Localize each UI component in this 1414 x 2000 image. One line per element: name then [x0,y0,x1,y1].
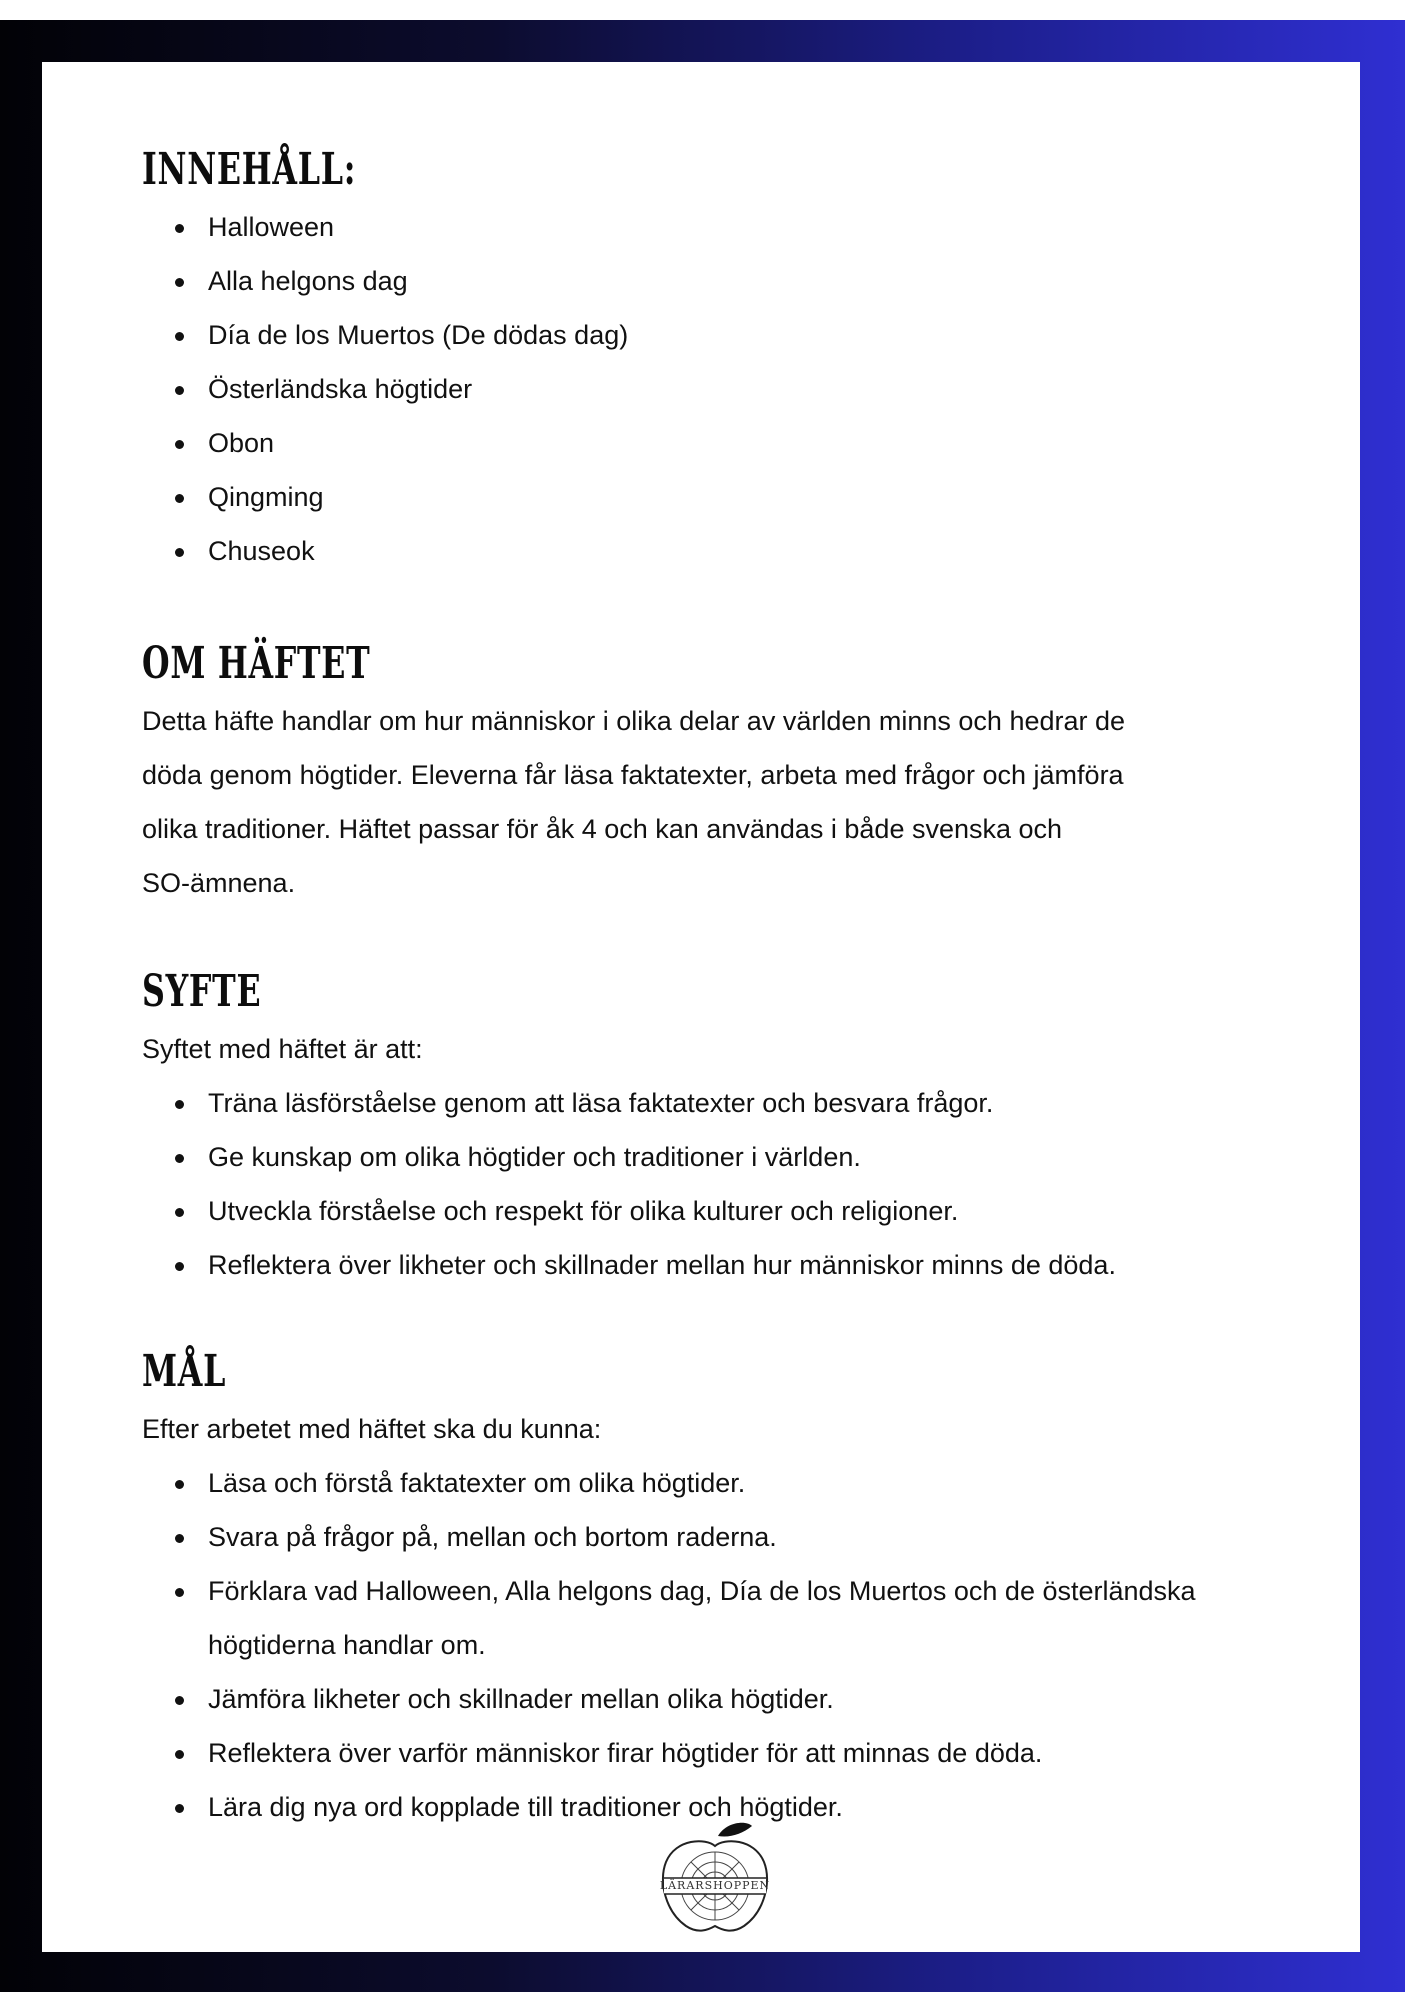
about-line: döda genom högtider. Eleverna får läsa faktatexter, arbeta med frågor och jämföra [142,760,1124,790]
about-heading: OM HÄFTET [142,638,371,689]
about-line: SO-ämnena. [142,868,296,898]
section-purpose [142,962,1322,1292]
apple-mandala-icon [656,1816,774,1938]
document-page [42,62,1360,1952]
list-item: Reflektera över varför människor firar högtider för att minnas de döda. [142,1726,1322,1780]
list-item: Ge kunskap om olika högtider och traditioner i världen. [142,1130,1322,1184]
list-item: Qingming [142,470,1322,524]
about-line: Detta häfte handlar om hur människor i olika delar av världen minns och hedrar de [142,706,1126,736]
section-contents [142,140,1322,578]
list-item: Lära dig nya ord kopplade till traditioner och högtider. [142,1780,1322,1834]
list-item: Svara på frågor på, mellan och bortom raderna. [142,1510,1322,1564]
list-item: Utveckla förståelse och respekt för olika kulturer och religioner. [142,1184,1322,1238]
about-line: olika traditioner. Häftet passar för åk 4 och kan användas i både svenska och [142,814,1063,844]
list-item: Österländska högtider [142,362,1322,416]
brand-logo [656,1816,774,1938]
list-item: Chuseok [142,524,1322,578]
list-item: Förklara vad Halloween, Alla helgons dag, Día de los Muertos och de österländska högtiderna handlar om. [142,1564,1322,1672]
contents-list [142,200,1322,578]
list-item: Halloween [142,200,1322,254]
purpose-heading: SYFTE [142,966,262,1017]
list-item: Obon [142,416,1322,470]
goals-heading: MÅL [142,1346,227,1397]
contents-heading: INNEHÅLL: [142,144,357,195]
goals-intro: Efter arbetet med häftet ska du kunna: [142,1414,602,1444]
section-about [142,634,1322,910]
list-item: Läsa och förstå faktatexter om olika högtider. [142,1456,1322,1510]
list-item: Jämföra likheter och skillnader mellan olika högtider. [142,1672,1322,1726]
purpose-list [142,1076,1322,1292]
goals-list [142,1456,1322,1834]
list-item: Día de los Muertos (De dödas dag) [142,308,1322,362]
list-item: Alla helgons dag [142,254,1322,308]
logo-text: LÄRARSHOPPEN [659,1879,771,1892]
section-goals [142,1342,1322,1834]
list-item: Reflektera över likheter och skillnader mellan hur människor minns de döda. [142,1238,1322,1292]
list-item: Träna läsförståelse genom att läsa faktatexter och besvara frågor. [142,1076,1322,1130]
purpose-intro: Syftet med häftet är att: [142,1034,423,1064]
